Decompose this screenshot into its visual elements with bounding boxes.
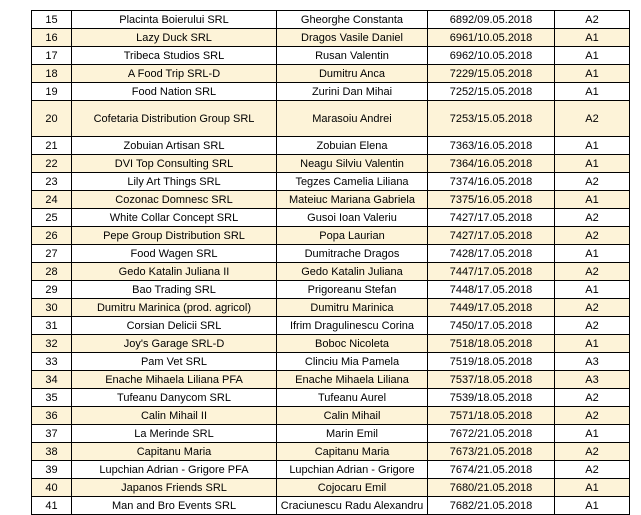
row-number-cell: 26 — [32, 227, 72, 245]
company-name-cell: Pepe Group Distribution SRL — [72, 227, 277, 245]
category-cell: A1 — [555, 29, 630, 47]
row-number-cell: 24 — [32, 191, 72, 209]
registration-cell: 7428/17.05.2018 — [428, 245, 555, 263]
row-number-cell: 15 — [32, 11, 72, 29]
category-cell: A3 — [555, 371, 630, 389]
representative-cell: Tegzes Camelia Liliana — [277, 173, 428, 191]
representative-cell: Clinciu Mia Pamela — [277, 353, 428, 371]
registration-cell: 7252/15.05.2018 — [428, 83, 555, 101]
category-cell: A1 — [555, 47, 630, 65]
table-row — [32, 461, 630, 479]
category-cell: A2 — [555, 299, 630, 317]
table-row — [32, 389, 630, 407]
table-body — [32, 11, 630, 515]
table-row — [32, 281, 630, 299]
registration-cell: 7229/15.05.2018 — [428, 65, 555, 83]
representative-cell: Capitanu Maria — [277, 443, 428, 461]
company-name-cell: Cofetaria Distribution Group SRL — [72, 101, 277, 137]
table-row — [32, 137, 630, 155]
company-name-cell: Food Wagen SRL — [72, 245, 277, 263]
registration-cell: 7519/18.05.2018 — [428, 353, 555, 371]
company-name-cell: Joy's Garage SRL-D — [72, 335, 277, 353]
registration-cell: 7537/18.05.2018 — [428, 371, 555, 389]
row-number-cell: 39 — [32, 461, 72, 479]
table-row — [32, 335, 630, 353]
representative-cell: Zurini Dan Mihai — [277, 83, 428, 101]
row-number-cell: 17 — [32, 47, 72, 65]
row-number-cell: 31 — [32, 317, 72, 335]
category-cell: A2 — [555, 389, 630, 407]
row-number-cell: 20 — [32, 101, 72, 137]
registration-cell: 6962/10.05.2018 — [428, 47, 555, 65]
representative-cell: Marin Emil — [277, 425, 428, 443]
category-cell: A1 — [555, 191, 630, 209]
representative-cell: Dragos Vasile Daniel — [277, 29, 428, 47]
company-name-cell: Gedo Katalin Juliana II — [72, 263, 277, 281]
table-row — [32, 29, 630, 47]
representative-cell: Enache Mihaela Liliana — [277, 371, 428, 389]
table-row — [32, 173, 630, 191]
table-row — [32, 407, 630, 425]
representative-cell: Calin Mihail — [277, 407, 428, 425]
category-cell: A2 — [555, 443, 630, 461]
category-cell: A1 — [555, 155, 630, 173]
table-row — [32, 263, 630, 281]
table-row — [32, 479, 630, 497]
table-row — [32, 191, 630, 209]
registration-cell: 7518/18.05.2018 — [428, 335, 555, 353]
representative-cell: Gheorghe Constanta — [277, 11, 428, 29]
table-row — [32, 47, 630, 65]
registration-cell: 7374/16.05.2018 — [428, 173, 555, 191]
table-row — [32, 353, 630, 371]
representative-cell: Rusan Valentin — [277, 47, 428, 65]
row-number-cell: 37 — [32, 425, 72, 443]
row-number-cell: 33 — [32, 353, 72, 371]
category-cell: A1 — [555, 497, 630, 515]
table-row — [32, 83, 630, 101]
representative-cell: Craciunescu Radu Alexandru — [277, 497, 428, 515]
category-cell: A1 — [555, 137, 630, 155]
registration-cell: 7447/17.05.2018 — [428, 263, 555, 281]
registration-cell: 7427/17.05.2018 — [428, 209, 555, 227]
category-cell: A1 — [555, 245, 630, 263]
category-cell: A2 — [555, 461, 630, 479]
row-number-cell: 32 — [32, 335, 72, 353]
registration-cell: 7427/17.05.2018 — [428, 227, 555, 245]
row-number-cell: 38 — [32, 443, 72, 461]
company-name-cell: Placinta Boierului SRL — [72, 11, 277, 29]
category-cell: A1 — [555, 281, 630, 299]
company-name-cell: La Merinde SRL — [72, 425, 277, 443]
table-row — [32, 11, 630, 29]
registration-cell: 7571/18.05.2018 — [428, 407, 555, 425]
company-name-cell: Corsian Delicii SRL — [72, 317, 277, 335]
representative-cell: Marasoiu Andrei — [277, 101, 428, 137]
representative-cell: Gedo Katalin Juliana — [277, 263, 428, 281]
representative-cell: Dumitru Marinica — [277, 299, 428, 317]
category-cell: A1 — [555, 479, 630, 497]
representative-cell: Boboc Nicoleta — [277, 335, 428, 353]
representative-cell: Dumitru Anca — [277, 65, 428, 83]
table-row — [32, 371, 630, 389]
company-name-cell: Lily Art Things SRL — [72, 173, 277, 191]
registry-table — [31, 10, 630, 515]
registration-cell: 7674/21.05.2018 — [428, 461, 555, 479]
table-row — [32, 317, 630, 335]
registration-cell: 7363/16.05.2018 — [428, 137, 555, 155]
category-cell: A2 — [555, 317, 630, 335]
table-row — [32, 155, 630, 173]
registration-cell: 7375/16.05.2018 — [428, 191, 555, 209]
company-name-cell: Tribeca Studios SRL — [72, 47, 277, 65]
company-name-cell: Capitanu Maria — [72, 443, 277, 461]
row-number-cell: 18 — [32, 65, 72, 83]
company-name-cell: Tufeanu Danycom SRL — [72, 389, 277, 407]
table-row — [32, 227, 630, 245]
row-number-cell: 22 — [32, 155, 72, 173]
registration-cell: 7448/17.05.2018 — [428, 281, 555, 299]
representative-cell: Cojocaru Emil — [277, 479, 428, 497]
row-number-cell: 36 — [32, 407, 72, 425]
row-number-cell: 40 — [32, 479, 72, 497]
category-cell: A1 — [555, 65, 630, 83]
row-number-cell: 41 — [32, 497, 72, 515]
registration-cell: 7680/21.05.2018 — [428, 479, 555, 497]
row-number-cell: 29 — [32, 281, 72, 299]
company-name-cell: Zobuian Artisan SRL — [72, 137, 277, 155]
row-number-cell: 21 — [32, 137, 72, 155]
representative-cell: Mateiuc Mariana Gabriela — [277, 191, 428, 209]
representative-cell: Lupchian Adrian - Grigore — [277, 461, 428, 479]
table-row — [32, 299, 630, 317]
registration-cell: 7450/17.05.2018 — [428, 317, 555, 335]
category-cell: A3 — [555, 353, 630, 371]
company-name-cell: Lupchian Adrian - Grigore PFA — [72, 461, 277, 479]
category-cell: A2 — [555, 227, 630, 245]
registration-cell: 7449/17.05.2018 — [428, 299, 555, 317]
company-name-cell: A Food Trip SRL-D — [72, 65, 277, 83]
row-number-cell: 34 — [32, 371, 72, 389]
category-cell: A2 — [555, 101, 630, 137]
row-number-cell: 25 — [32, 209, 72, 227]
row-number-cell: 30 — [32, 299, 72, 317]
company-name-cell: Japanos Friends SRL — [72, 479, 277, 497]
row-number-cell: 16 — [32, 29, 72, 47]
registration-cell: 7673/21.05.2018 — [428, 443, 555, 461]
category-cell: A2 — [555, 11, 630, 29]
category-cell: A2 — [555, 407, 630, 425]
row-number-cell: 28 — [32, 263, 72, 281]
table-row — [32, 101, 630, 137]
representative-cell: Dumitrache Dragos — [277, 245, 428, 263]
company-name-cell: Cozonac Domnesc SRL — [72, 191, 277, 209]
table-row — [32, 209, 630, 227]
registration-cell: 7672/21.05.2018 — [428, 425, 555, 443]
representative-cell: Zobuian Elena — [277, 137, 428, 155]
row-number-cell: 35 — [32, 389, 72, 407]
representative-cell: Popa Laurian — [277, 227, 428, 245]
registration-cell: 7682/21.05.2018 — [428, 497, 555, 515]
table-row — [32, 425, 630, 443]
company-name-cell: DVI Top Consulting SRL — [72, 155, 277, 173]
category-cell: A2 — [555, 209, 630, 227]
company-name-cell: Food Nation SRL — [72, 83, 277, 101]
registration-cell: 7539/18.05.2018 — [428, 389, 555, 407]
registration-cell: 7253/15.05.2018 — [428, 101, 555, 137]
representative-cell: Tufeanu Aurel — [277, 389, 428, 407]
company-name-cell: Calin Mihail II — [72, 407, 277, 425]
category-cell: A1 — [555, 335, 630, 353]
company-name-cell: Enache Mihaela Liliana PFA — [72, 371, 277, 389]
row-number-cell: 27 — [32, 245, 72, 263]
representative-cell: Neagu Silviu Valentin — [277, 155, 428, 173]
company-name-cell: Lazy Duck SRL — [72, 29, 277, 47]
table-row — [32, 443, 630, 461]
category-cell: A2 — [555, 263, 630, 281]
table-row — [32, 245, 630, 263]
registration-cell: 6961/10.05.2018 — [428, 29, 555, 47]
registration-cell: 6892/09.05.2018 — [428, 11, 555, 29]
company-name-cell: Bao Trading SRL — [72, 281, 277, 299]
category-cell: A2 — [555, 173, 630, 191]
registration-cell: 7364/16.05.2018 — [428, 155, 555, 173]
table-row — [32, 497, 630, 515]
row-number-cell: 19 — [32, 83, 72, 101]
category-cell: A1 — [555, 83, 630, 101]
company-name-cell: Pam Vet SRL — [72, 353, 277, 371]
category-cell: A1 — [555, 425, 630, 443]
representative-cell: Ifrim Dragulinescu Corina — [277, 317, 428, 335]
row-number-cell: 23 — [32, 173, 72, 191]
company-name-cell: White Collar Concept SRL — [72, 209, 277, 227]
company-name-cell: Dumitru Marinica (prod. agricol) — [72, 299, 277, 317]
representative-cell: Prigoreanu Stefan — [277, 281, 428, 299]
table-row — [32, 65, 630, 83]
company-name-cell: Man and Bro Events SRL — [72, 497, 277, 515]
representative-cell: Gusoi Ioan Valeriu — [277, 209, 428, 227]
